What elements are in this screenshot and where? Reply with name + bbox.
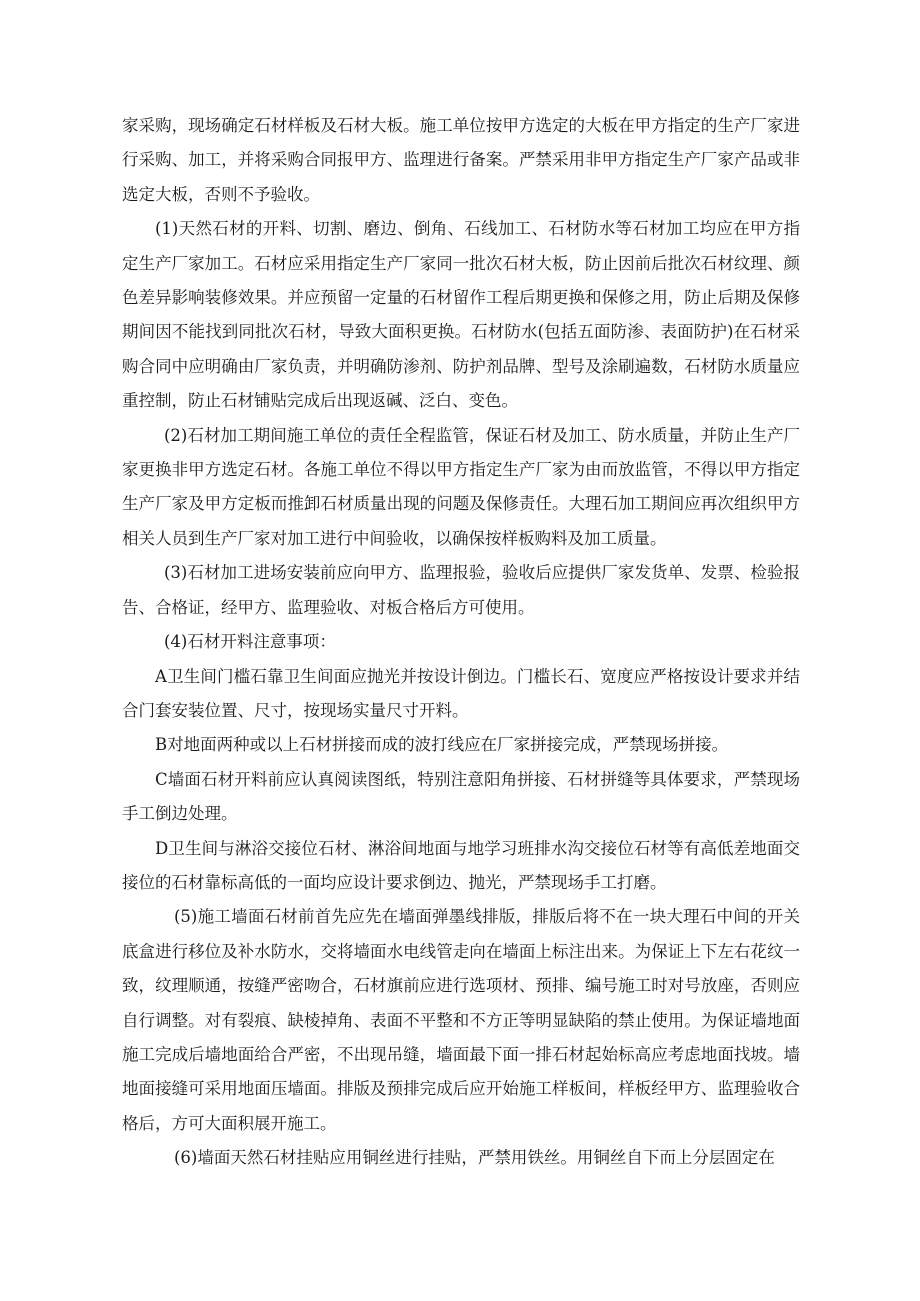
paragraph-continuation: 家采购，现场确定石材样板及石材大板。施工单位按甲方选定的大板在甲方指定的生产厂家进行采购、加工，并将采购合同报甲方、监理进行备案。严禁采用非甲方指定生产厂家产品或非选定大板，否则不予验收。 (122, 116, 800, 204)
paragraph-item-3: (3)石材加工进场安装前应向甲方、监理报验，验收后应提供厂家发货单、发票、检验报告、合格证，经甲方、监理验收、对板合格后方可使用。 (122, 563, 800, 617)
paragraph-item-1: (1)天然石材的开料、切割、磨边、倒角、石线加工、石材防水等石材加工均应在甲方指定生产厂家加工。石材应采用指定生产厂家同一批次石材大板，防止因前后批次石材纹理、颜色差异影响装修效果。并应预留一定量的石材留作工程后期更换和保修之用，防止后期及保修期间因不能找到同批次石材，导致大面积更换。石材防水(包括五面防渗、表面防护)在石材采购合同中应明确由厂家负责，并明确防渗剂、防护剂品牌、型号及涂刷遍数，石材防水质量应重控制，防止石材铺贴完成后出现返碱、泛白、变色。 (122, 219, 800, 411)
paragraph-subitem-c: C墙面石材开料前应认真阅读图纸，特别注意阳角拼接、石材拼缝等具体要求，严禁现场手工倒边处理。 (122, 769, 800, 824)
document-body (122, 109, 800, 1176)
paragraph-subitem-d: D卫生间与淋浴交接位石材、淋浴间地面与地学习班排水沟交接位石材等有高低差地面交接位的石材靠标高低的一面均应设计要求倒边、抛光，严禁现场手工打磨。 (122, 838, 800, 892)
paragraph-item-4: (4)石材开料注意事项： (164, 632, 336, 652)
paragraph-item-5: (5)施工墙面石材前首先应先在墙面弹墨线排版，排版后将不在一块大理石中间的开关底盒进行移位及补水防水，交将墙面水电线管走向在墙面上标注出来。为保证上下左右花纹一致，纹理顺通，按缝严密吻合，石材旗前应进行选项材、预排、编号施工时对号放座，否则应自行调整。对有裂痕、缺棱掉角、表面不平整和不方正等明显缺陷的禁止使用。为保证墙地面施工完成后墙地面给合严密，不出现吊缝，墙面最下面一排石材起始标高应考虑地面找坡。墙地面接缝可采用地面压墙面。排版及预排完成后应开始施工样板间，样板经甲方、监理验收合格后，方可大面积展开施工。 (122, 907, 800, 1133)
paragraph-item-2: (2)石材加工期间施工单位的责任全程监管，保证石材及加工、防水质量，并防止生产厂家更换非甲方选定石材。各施工单位不得以甲方指定生产厂家为由而放监管，不得以甲方指定生产厂家及甲方定板而推卸石材质量出现的问题及保修责任。大理石加工期间应再次组织甲方相关人员到生产厂家对加工进行中间验收，以确保按样板购料及加工质量。 (122, 425, 800, 548)
paragraph-subitem-b: B对地面两种或以上石材拼接而成的波打线应在厂家拼接完成，严禁现场拼接。 (155, 735, 729, 755)
paragraph-subitem-a: A卫生间门槛石靠卫生间面应抛光并按设计倒边。门槛长石、宽度应严格按设计要求并结合门套安装位置、尺寸，按现场实量尺寸开料。 (122, 666, 800, 720)
paragraph-item-6: (6)墙面天然石材挂贴应用铜丝进行挂贴，严禁用铁丝。用铜丝自下而上分层固定在 (174, 1148, 775, 1168)
